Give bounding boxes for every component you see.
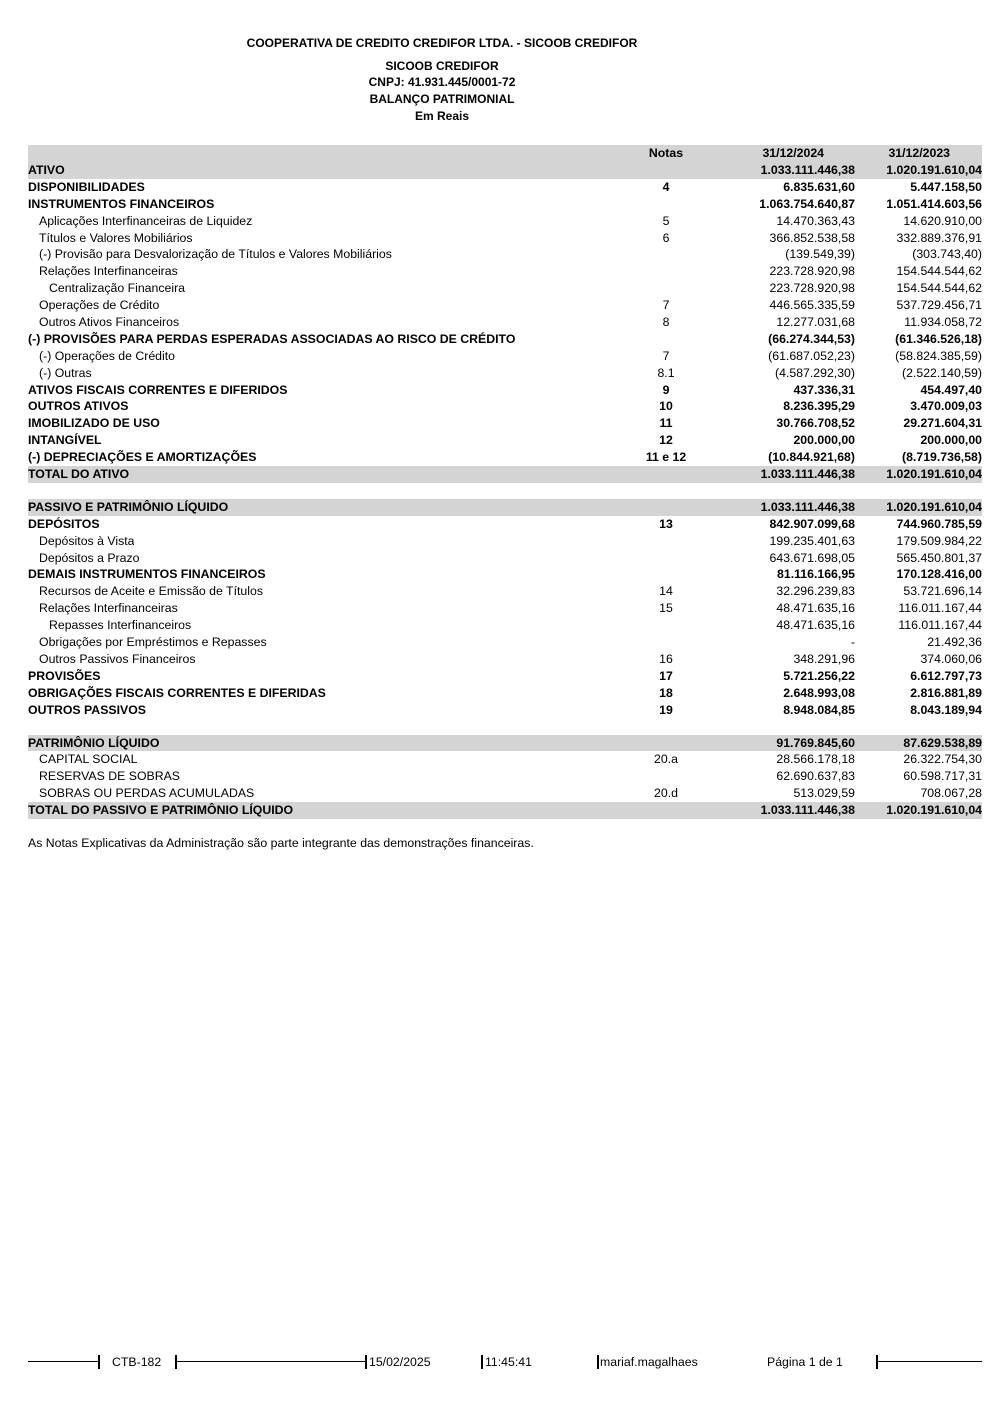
row-value-2024: 348.291,96 xyxy=(793,651,855,666)
row-note: 5 xyxy=(662,213,670,228)
row-label: INSTRUMENTOS FINANCEIROS xyxy=(28,196,215,211)
footer-rule xyxy=(28,1361,98,1362)
row-label: DEMAIS INSTRUMENTOS FINANCEIROS xyxy=(28,567,266,582)
statement-title: BALANÇO PATRIMONIAL xyxy=(369,92,515,106)
column-header-row xyxy=(28,145,982,162)
row-value-2024: 643.671.698,05 xyxy=(769,550,855,565)
row-label: (-) Provisão para Desvalorização de Títulos e Valores Mobiliários xyxy=(39,247,392,262)
table-row xyxy=(28,365,982,382)
cnpj-line: CNPJ: 41.931.445/0001-72 xyxy=(368,75,516,89)
table-row xyxy=(28,466,982,483)
row-value-2023: 29.271.604,31 xyxy=(903,416,982,431)
row-value-2023: 565.450.801,37 xyxy=(896,550,982,565)
row-label: RESERVAS DE SOBRAS xyxy=(39,769,181,784)
table-row xyxy=(28,398,982,415)
row-label: Depósitos a Prazo xyxy=(39,550,140,565)
row-note: 20.d xyxy=(654,786,678,801)
footer-tick xyxy=(481,1355,483,1369)
row-label: Relações Interfinanceiras xyxy=(39,601,178,616)
footer-tick xyxy=(365,1355,367,1369)
row-value-2024: 30.766.708,52 xyxy=(776,416,855,431)
row-label: PASSIVO E PATRIMÔNIO LÍQUIDO xyxy=(28,499,229,514)
row-value-2023: 3.470.009,03 xyxy=(910,399,982,414)
row-label: CAPITAL SOCIAL xyxy=(39,752,138,767)
row-value-2024: (66.274.344,53) xyxy=(768,331,855,346)
row-label: IMOBILIZADO DE USO xyxy=(28,416,160,431)
row-note: 7 xyxy=(662,298,670,313)
row-value-2024: 1.033.111.446,38 xyxy=(760,499,855,514)
row-value-2024: 199.235.401,63 xyxy=(769,533,855,548)
table-row xyxy=(28,634,982,651)
spacer-row xyxy=(28,719,982,735)
table-row xyxy=(28,516,982,533)
table-row xyxy=(28,179,982,196)
row-value-2023: 154.544.544,62 xyxy=(896,281,982,296)
print-time: 11:45:41 xyxy=(485,1355,532,1369)
row-value-2023: 708.067,28 xyxy=(920,786,982,801)
table-row xyxy=(28,768,982,785)
row-value-2023: 454.497,40 xyxy=(920,382,982,397)
row-value-2024: 5.721.256,22 xyxy=(783,668,855,683)
table-row xyxy=(28,785,982,802)
row-value-2024: 446.565.335,59 xyxy=(769,298,855,313)
table-row xyxy=(28,213,982,230)
row-note: 11 xyxy=(659,416,673,431)
row-label: OBRIGAÇÕES FISCAIS CORRENTES E DIFERIDAS xyxy=(28,685,326,700)
row-note: 6 xyxy=(662,230,670,245)
row-value-2023: 2.816.881,89 xyxy=(910,685,982,700)
row-value-2024: 1.033.111.446,38 xyxy=(760,163,855,177)
report-code: CTB-182 xyxy=(112,1355,162,1369)
table-row xyxy=(28,651,982,668)
table-row xyxy=(28,533,982,550)
row-label: Centralização Financeira xyxy=(49,281,186,296)
row-value-2024: 8.236.395,29 xyxy=(783,399,855,414)
table-row xyxy=(28,297,982,314)
row-note: 18 xyxy=(659,685,673,700)
page-footer xyxy=(0,1352,1000,1372)
row-note: 17 xyxy=(659,668,673,683)
row-value-2023: 744.960.785,59 xyxy=(896,516,982,531)
row-label: PATRIMÔNIO LÍQUIDO xyxy=(28,735,160,750)
table-row xyxy=(28,735,982,752)
row-value-2023: (8.719.736,58) xyxy=(902,450,982,465)
balance-rows xyxy=(28,162,982,819)
table-row xyxy=(28,280,982,297)
row-value-2023: 6.612.797,73 xyxy=(910,668,982,683)
row-value-2023: 60.598.717,31 xyxy=(903,769,982,784)
row-note: 10 xyxy=(659,399,673,414)
row-value-2023: 1.020.191.610,04 xyxy=(886,467,982,482)
table-row xyxy=(28,449,982,466)
row-note: 12 xyxy=(659,433,673,448)
row-value-2024: 48.471.635,16 xyxy=(776,601,855,616)
row-value-2023: 374.060,06 xyxy=(920,651,982,666)
row-label: Outros Passivos Financeiros xyxy=(39,651,196,666)
row-note: 9 xyxy=(662,382,670,397)
footer-tick xyxy=(175,1355,177,1369)
row-value-2023: 116.011.167,44 xyxy=(898,618,982,633)
row-value-2023: (61.346.526,18) xyxy=(895,331,982,346)
table-row xyxy=(28,550,982,567)
row-label: ATIVO xyxy=(28,163,65,177)
row-value-2023: 179.509.984,22 xyxy=(896,533,982,548)
row-value-2023: 154.544.544,62 xyxy=(896,264,982,279)
row-label: DEPÓSITOS xyxy=(28,516,100,531)
row-note: 4 xyxy=(662,179,670,194)
row-value-2024: 1.033.111.446,38 xyxy=(760,803,855,818)
row-value-2023: 21.492,36 xyxy=(927,635,982,650)
table-row xyxy=(28,802,982,819)
row-value-2023: 26.322.754,30 xyxy=(903,752,982,767)
spacer-row xyxy=(28,483,982,499)
table-row xyxy=(28,566,982,583)
user-name: mariaf.magalhaes xyxy=(600,1355,698,1369)
row-value-2024: 437.336,31 xyxy=(793,382,855,397)
table-row xyxy=(28,382,982,399)
row-value-2024: 62.690.637,83 xyxy=(776,769,855,784)
row-value-2023: (303.743,40) xyxy=(912,247,982,262)
row-label: SOBRAS OU PERDAS ACUMULADAS xyxy=(39,786,255,801)
footer-tick xyxy=(597,1355,599,1369)
row-value-2024: 1.033.111.446,38 xyxy=(760,467,855,482)
row-label: Recursos de Aceite e Emissão de Títulos xyxy=(39,584,263,599)
row-value-2024: 2.648.993,08 xyxy=(783,685,855,700)
row-value-2023: 537.729.456,71 xyxy=(896,298,982,313)
row-value-2023: 1.051.414.603,56 xyxy=(886,196,982,211)
table-row xyxy=(28,314,982,331)
table-row xyxy=(28,499,982,516)
row-note: 8.1 xyxy=(657,365,675,380)
row-note: 19 xyxy=(659,702,673,717)
table-row xyxy=(28,617,982,634)
column-header-2023: 31/12/2023 xyxy=(888,146,950,160)
row-label: Operações de Crédito xyxy=(39,298,160,313)
row-label: PROVISÕES xyxy=(28,668,101,683)
row-value-2024: 513.029,59 xyxy=(793,786,855,801)
table-row xyxy=(28,751,982,768)
row-value-2024: 200.000,00 xyxy=(793,433,855,448)
row-value-2024: 48.471.635,16 xyxy=(776,618,855,633)
row-value-2023: 53.721.696,14 xyxy=(903,584,982,599)
table-row xyxy=(28,196,982,213)
footer-rule xyxy=(176,1361,365,1362)
row-note: 7 xyxy=(662,348,670,363)
row-label: TOTAL DO ATIVO xyxy=(28,467,130,482)
row-note: 11 e 12 xyxy=(645,450,687,465)
row-value-2024: (139.549,39) xyxy=(785,247,855,262)
row-value-2024: 14.470.363,43 xyxy=(776,213,855,228)
row-note: 20.a xyxy=(654,752,678,767)
row-value-2024: 91.769.845,60 xyxy=(776,735,855,750)
print-date: 15/02/2025 xyxy=(369,1355,431,1369)
row-label: INTANGÍVEL xyxy=(28,433,102,448)
row-value-2024: 81.116.166,95 xyxy=(777,567,855,582)
unit-label: Em Reais xyxy=(414,109,470,123)
row-value-2023: (58.824.385,59) xyxy=(895,348,982,363)
table-row xyxy=(28,415,982,432)
table-row xyxy=(28,162,982,179)
table-row xyxy=(28,263,982,280)
row-label: (-) Operações de Crédito xyxy=(39,348,176,363)
row-value-2024: 8.948.084,85 xyxy=(783,702,855,717)
row-label: (-) DEPRECIAÇÕES E AMORTIZAÇÕES xyxy=(28,450,257,465)
row-value-2023: 1.020.191.610,04 xyxy=(886,499,982,514)
row-label: Depósitos à Vista xyxy=(39,533,135,548)
table-row xyxy=(28,348,982,365)
row-note: 13 xyxy=(659,516,673,531)
row-value-2023: 1.020.191.610,04 xyxy=(886,163,982,177)
row-label: Obrigações por Empréstimos e Repasses xyxy=(39,635,267,650)
row-label: TOTAL DO PASSIVO E PATRIMÔNIO LÍQUIDO xyxy=(28,803,294,818)
row-value-2024: 28.566.178,18 xyxy=(776,752,855,767)
row-value-2023: 170.128.416,00 xyxy=(896,567,982,582)
row-note: 8 xyxy=(662,315,670,330)
row-value-2023: 1.020.191.610,04 xyxy=(886,803,982,818)
entity-name: SICOOB CREDIFOR xyxy=(385,59,499,73)
row-value-2024: 32.296.239,83 xyxy=(776,584,855,599)
company-title: COOPERATIVA DE CREDITO CREDIFOR LTDA. - SICOOB CREDIFOR xyxy=(246,36,638,50)
table-row xyxy=(28,685,982,702)
row-label: Relações Interfinanceiras xyxy=(39,264,178,279)
row-label: OUTROS PASSIVOS xyxy=(28,702,146,717)
row-value-2023: 14.620.910,00 xyxy=(903,213,982,228)
row-label: Repasses Interfinanceiros xyxy=(49,618,192,633)
row-note: 14 xyxy=(659,584,673,599)
table-row xyxy=(28,583,982,600)
footer-tick xyxy=(98,1355,100,1369)
column-header-notes: Notas xyxy=(648,146,684,160)
row-value-2023: 8.043.189,94 xyxy=(910,702,982,717)
row-value-2024: (10.844.921,68) xyxy=(768,450,855,465)
row-label: (-) Outras xyxy=(39,365,92,380)
row-note: 16 xyxy=(659,651,673,666)
row-note: 15 xyxy=(659,601,673,616)
row-value-2023: 5.447.158,50 xyxy=(910,179,982,194)
table-row xyxy=(28,702,982,719)
table-row xyxy=(28,246,982,263)
row-label: (-) PROVISÕES PARA PERDAS ESPERADAS ASSOCIADAS AO RISCO DE CRÉDITO xyxy=(28,331,516,346)
row-value-2024: 12.277.031,68 xyxy=(776,315,855,330)
row-label: OUTROS ATIVOS xyxy=(28,399,129,414)
row-value-2024: 223.728.920,98 xyxy=(769,281,855,296)
column-header-2024: 31/12/2024 xyxy=(762,146,824,160)
row-value-2023: (2.522.140,59) xyxy=(902,365,982,380)
table-row xyxy=(28,230,982,247)
row-label: Outros Ativos Financeiros xyxy=(39,315,180,330)
table-row xyxy=(28,668,982,685)
row-label: ATIVOS FISCAIS CORRENTES E DIFERIDOS xyxy=(28,382,288,397)
row-value-2024: - xyxy=(850,635,855,650)
row-value-2023: 87.629.538,89 xyxy=(903,735,982,750)
row-value-2024: 6.835.631,60 xyxy=(783,179,855,194)
row-value-2023: 11.934.058,72 xyxy=(904,315,982,330)
row-value-2023: 116.011.167,44 xyxy=(898,601,982,616)
row-value-2023: 200.000,00 xyxy=(920,433,982,448)
row-value-2024: 1.063.754.640,87 xyxy=(759,196,855,211)
row-label: Títulos e Valores Mobiliários xyxy=(39,230,193,245)
page-number: Página 1 de 1 xyxy=(767,1355,843,1369)
row-value-2024: 223.728.920,98 xyxy=(769,264,855,279)
row-value-2024: (61.687.052,23) xyxy=(768,348,855,363)
footer-tick xyxy=(876,1355,878,1369)
footer-rule xyxy=(877,1361,982,1362)
balance-sheet-table xyxy=(28,145,982,819)
table-row xyxy=(28,432,982,449)
row-value-2024: (4.587.292,30) xyxy=(775,365,855,380)
row-label: Aplicações Interfinanceiras de Liquidez xyxy=(39,213,253,228)
table-row xyxy=(28,331,982,348)
footnote: As Notas Explicativas da Administração são parte integrante das demonstrações financeiras. xyxy=(28,836,534,850)
row-label: DISPONIBILIDADES xyxy=(28,179,145,194)
row-value-2024: 366.852.538,58 xyxy=(769,230,855,245)
row-value-2023: 332.889.376,91 xyxy=(896,230,982,245)
row-value-2024: 842.907.099,68 xyxy=(769,516,855,531)
table-row xyxy=(28,600,982,617)
